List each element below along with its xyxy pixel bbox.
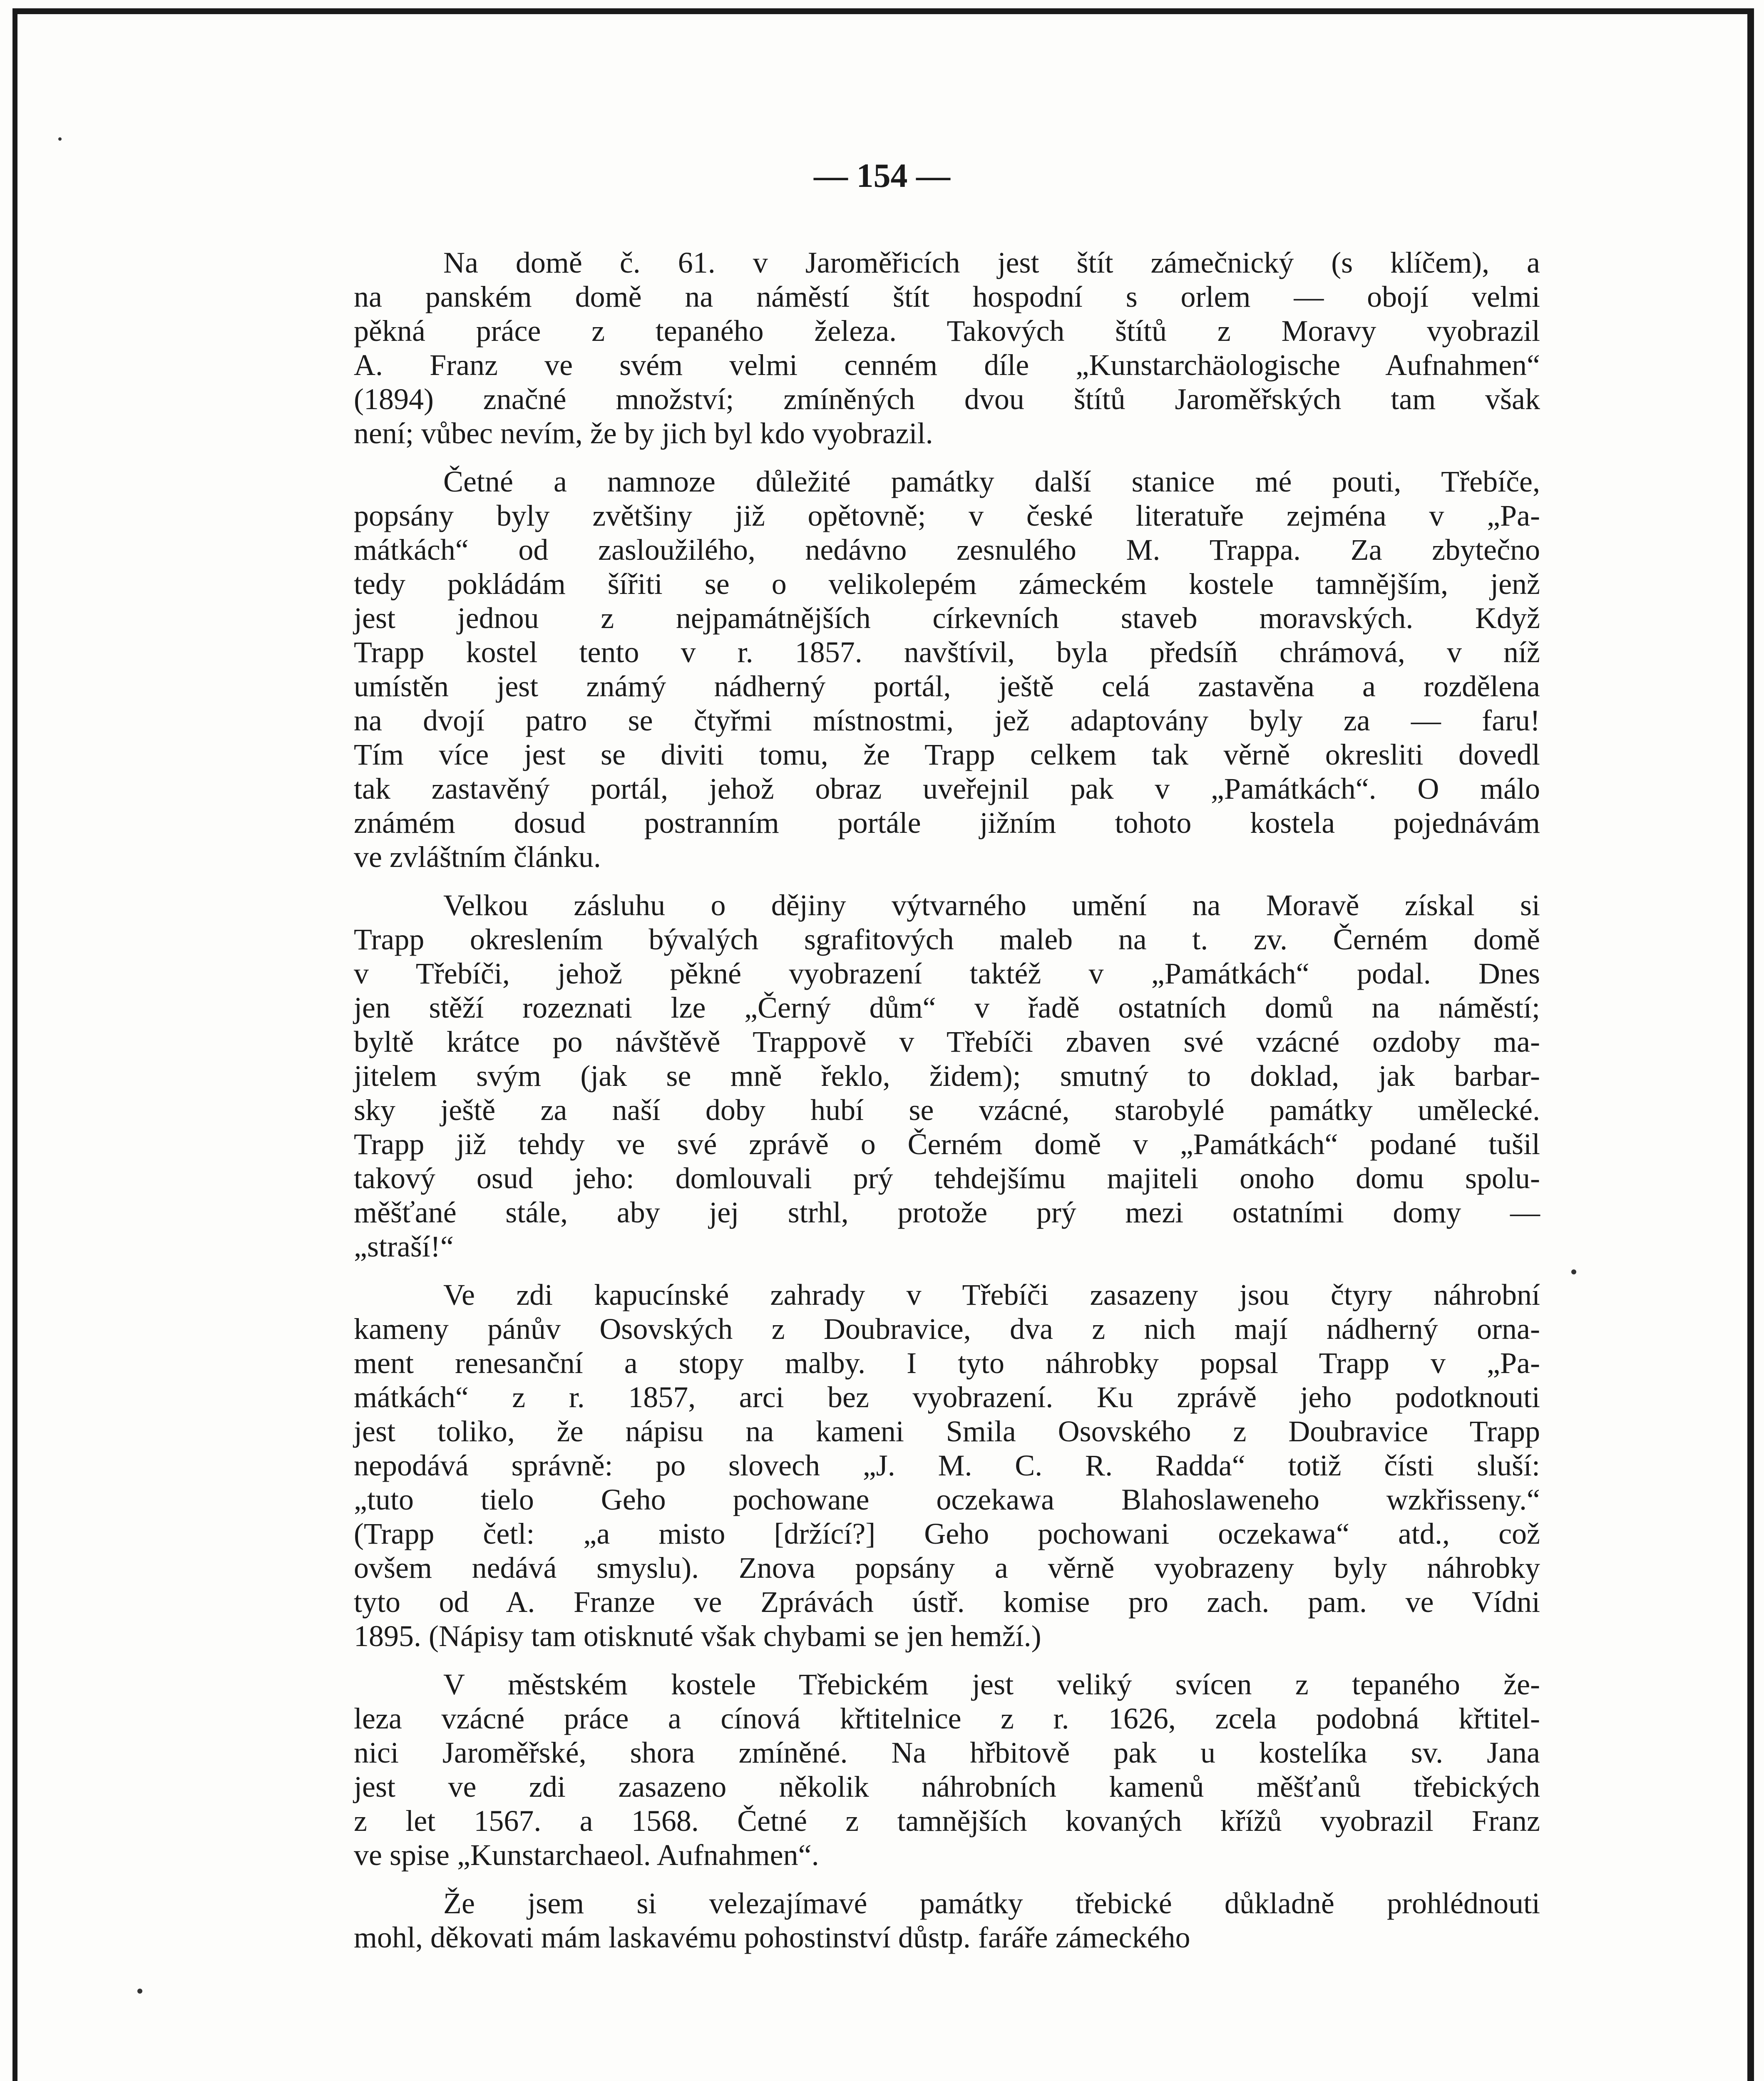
text-line: jitelem svým (jak se mně řeklo, židem); smutný to doklad, jak barbar- (354, 1059, 1540, 1093)
text-line: jen stěží rozeznati lze „Černý dům“ v řadě ostatních domů na náměstí; (354, 991, 1540, 1024)
text-line: tak zastavěný portál, jehož obraz uveřejnil pak v „Památkách“. O málo (354, 772, 1540, 805)
text-line: na dvojí patro se čtyřmi místnostmi, jež adaptovány byly za — faru! (354, 704, 1540, 737)
paragraph (354, 888, 1540, 1264)
scan-border-right (1747, 8, 1754, 2081)
text-line: „straší!“ (354, 1230, 454, 1263)
page-number: — 154 — (814, 156, 950, 194)
text-line: mohl, děkovati mám laskavému pohostinství důstp. faráře zámeckého (354, 1921, 1190, 1954)
text-line: tyto od A. Franze ve Zprávách ústř. komise pro zach. pam. ve Vídni (354, 1585, 1540, 1619)
text-line: v Třebíči, jehož pěkné vyobrazení taktéž v „Památkách“ podal. Dnes (354, 957, 1540, 990)
text-line: takový osud jeho: domlouvali prý tehdejšímu majiteli onoho domu spolu- (354, 1162, 1540, 1195)
scan-speck (58, 137, 62, 141)
body-text (354, 246, 1540, 1969)
text-line: měšťané stále, aby jej strhl, protože prý mezi ostatními domy — (354, 1196, 1540, 1229)
text-line: jest toliko, že nápisu na kameni Smila Osovského z Doubravice Trapp (354, 1415, 1540, 1448)
text-line: leza vzácné práce a cínová křtitelnice z r. 1626, zcela podobná křtitel- (354, 1702, 1540, 1735)
text-line: V městském kostele Třebickém jest veliký svícen z tepaného že- (443, 1668, 1540, 1701)
text-line: ve spise „Kunstarchaeol. Aufnahmen“. (354, 1838, 819, 1872)
text-line: Četné a namnoze důležité památky další stanice mé pouti, Třebíče, (443, 465, 1540, 498)
text-line: jest jednou z nejpamátnějších církevních staveb moravských. Když (354, 601, 1540, 635)
text-line: z let 1567. a 1568. Četné z tamnějších kovaných křížů vyobrazil Franz (354, 1804, 1540, 1838)
text-line: ve zvláštním článku. (354, 840, 601, 874)
text-line: 1895. (Nápisy tam otisknuté však chybami se jen hemží.) (354, 1619, 1041, 1653)
text-line: Ve zdi kapucínské zahrady v Třebíči zasazeny jsou čtyry náhrobní (443, 1278, 1540, 1311)
paragraph (354, 246, 1540, 450)
text-line: ovšem nedává smyslu). Znova popsány a věrně vyobrazeny byly náhrobky (354, 1551, 1540, 1584)
text-line: Že jsem si velezajímavé památky třebické důkladně prohlédnouti (443, 1887, 1540, 1920)
text-line: Tím více jest se diviti tomu, že Trapp celkem tak věrně okresliti dovedl (354, 738, 1540, 771)
text-line: kameny pánův Osovských z Doubravice, dva z nich mají nádherný orna- (354, 1312, 1540, 1346)
text-line: Trapp okreslením bývalých sgrafitových maleb na t. zv. Černém domě (354, 923, 1540, 956)
text-line: pěkná práce z tepaného železa. Takových štítů z Moravy vyobrazil (354, 314, 1540, 348)
text-line: popsány byly zvětšiny již opětovně; v české literatuře zejména v „Pa- (354, 499, 1540, 532)
text-line: Velkou zásluhu o dějiny výtvarného umění na Moravě získal si (443, 889, 1540, 922)
paragraph (354, 1667, 1540, 1872)
text-line: umístěn jest známý nádherný portál, ještě celá zastavěna a rozdělena (354, 670, 1540, 703)
scan-border-left (12, 8, 17, 2081)
text-line: na panském domě na náměstí štít hospodní s orlem — obojí velmi (354, 280, 1540, 313)
text-line: není; vůbec nevím, že by jich byl kdo vyobrazil. (354, 417, 933, 450)
text-line: byltě krátce po návštěvě Trappově v Třebíči zbaven své vzácné ozdoby ma- (354, 1025, 1540, 1058)
text-line: Na domě č. 61. v Jaroměřicích jest štít zámečnický (s klíčem), a (443, 246, 1540, 279)
text-line: ment renesanční a stopy malby. I tyto náhrobky popsal Trapp v „Pa- (354, 1346, 1540, 1380)
paragraph (354, 1278, 1540, 1653)
scan-speck (1571, 1269, 1576, 1274)
paragraph (354, 464, 1540, 874)
text-line: Trapp kostel tento v r. 1857. navštívil, byla předsíň chrámová, v níž (354, 636, 1540, 669)
text-line: sky ještě za naší doby hubí se vzácné, starobylé památky umělecké. (354, 1093, 1540, 1127)
text-line: mátkách“ od zasloužilého, nedávno zesnulého M. Trappa. Za zbytečno (354, 533, 1540, 566)
scan-border-top (12, 8, 1754, 14)
text-line: nici Jaroměřské, shora zmíněné. Na hřbitově pak u kostelíka sv. Jana (354, 1736, 1540, 1769)
text-line: Trapp již tehdy ve své zprávě o Černém domě v „Památkách“ podané tušil (354, 1127, 1540, 1161)
text-line: tedy pokládám šířiti se o velikolepém zámeckém kostele tamnějším, jenž (354, 567, 1540, 601)
text-line: jest ve zdi zasazeno několik náhrobních kamenů měšťanů třebických (354, 1770, 1540, 1803)
scan-speck (137, 1989, 142, 1994)
text-line: mátkách“ z r. 1857, arci bez vyobrazení. Ku zprávě jeho podotknouti (354, 1381, 1540, 1414)
text-line: (Trapp četl: „a misto [držící?] Geho pochowani oczekawa“ atd., což (354, 1517, 1540, 1550)
text-line: (1894) značné množství; zmíněných dvou štítů Jaroměřských tam však (354, 382, 1540, 416)
text-line: známém dosud postranním portále jižním tohoto kostela pojednávám (354, 806, 1540, 839)
text-line: „tuto tielo Geho pochowane oczekawa Blahoslaweneho wzkřisseny.“ (354, 1483, 1540, 1516)
text-line: A. Franz ve svém velmi cenném díle „Kunstarchäologische Aufnahmen“ (354, 348, 1540, 382)
paragraph (354, 1886, 1540, 1954)
text-line: nepodává správně: po slovech „J. M. C. R. Radda“ totiž čísti sluší: (354, 1449, 1540, 1482)
